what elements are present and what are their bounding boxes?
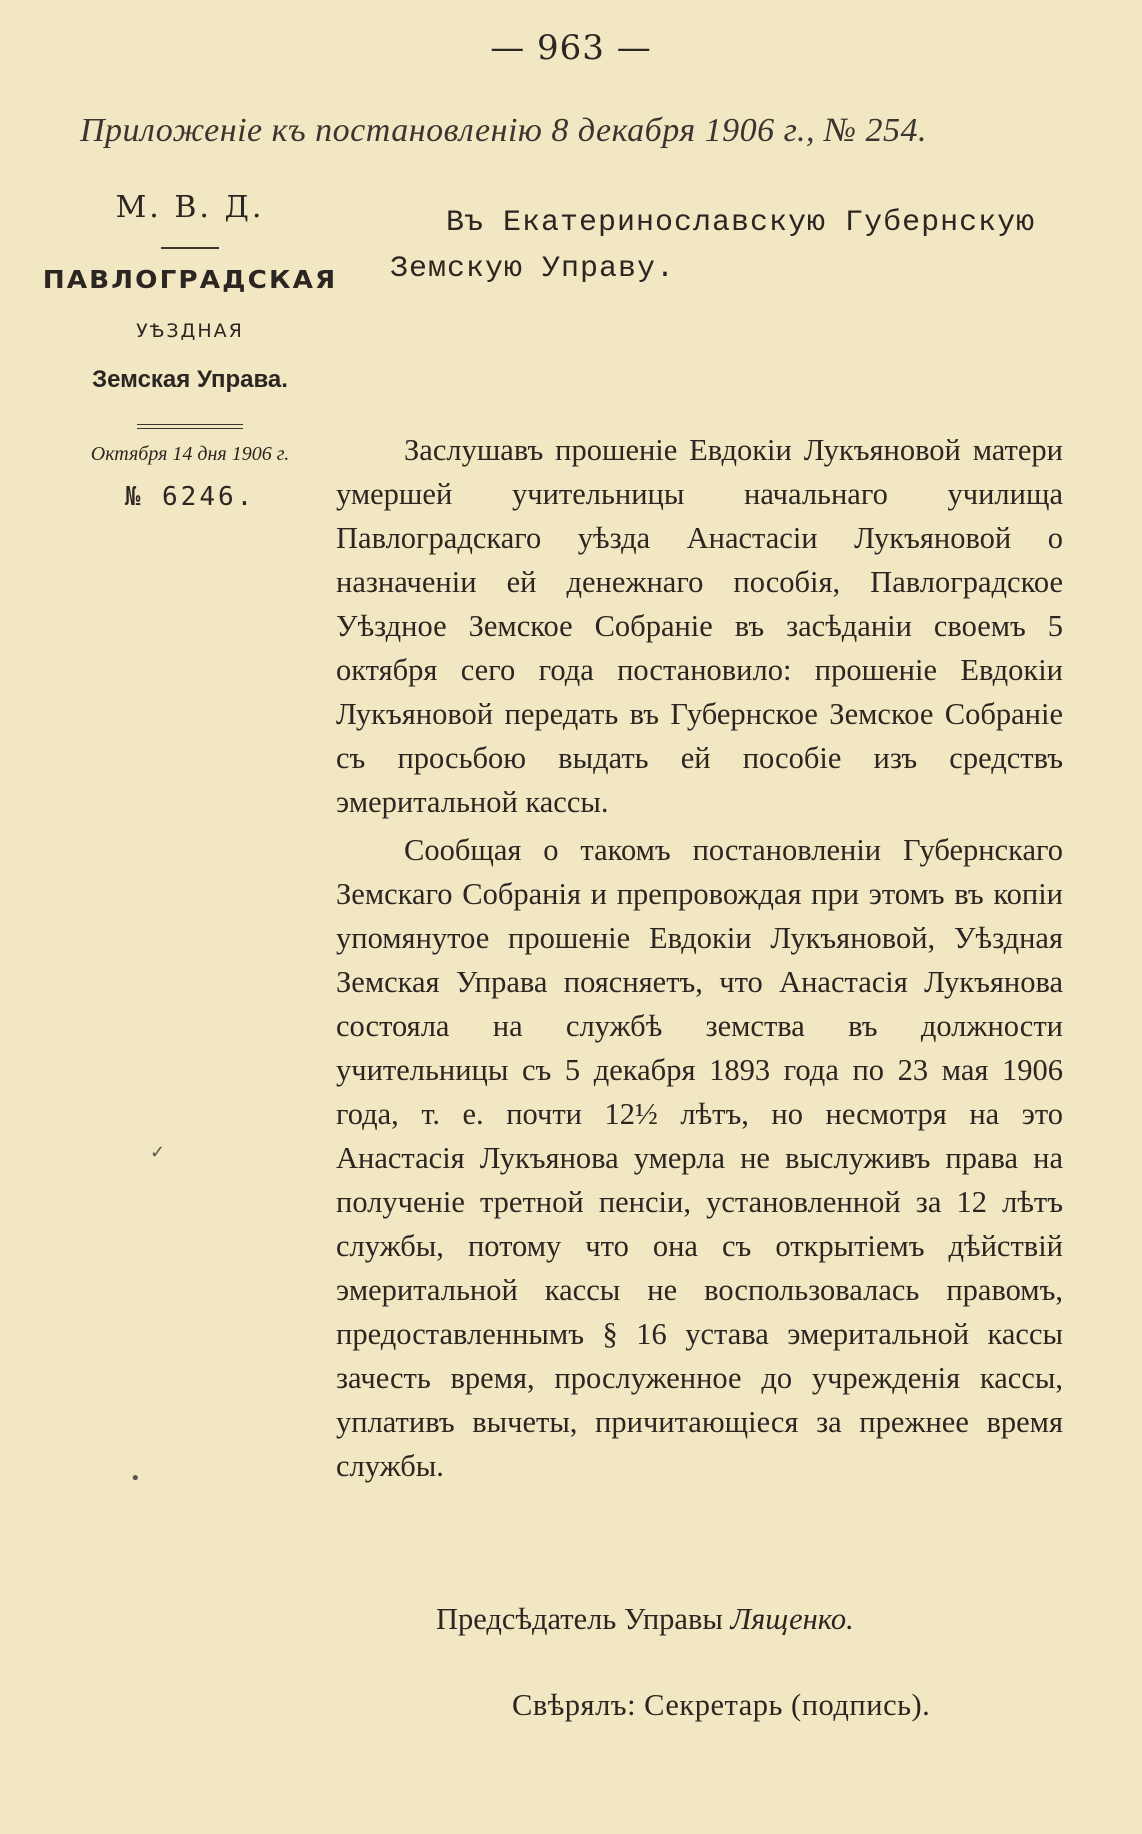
double-divider [137,424,243,429]
margin-tick-mark: ✓ [150,1142,166,1163]
body-paragraph-1: Заслушавъ прошеніе Евдокіи Лукъяновой матери умершей учительницы начальнаго училища Павлоградскаго уѣзда Анастасіи Лукъяновой о назначеніи ей денежнаго пособія, Павлоградское Уѣздное Земское Собраніе въ засѣданіи своемъ 5 октября сего года постановило: прошеніе Евдокіи Лукъяновой передать въ Губернское Земское Собраніе съ просьбою выдать ей пособіе изъ средствъ эмеритальной кассы. [336,433,1063,819]
org-type: УѢЗДНАЯ [136,320,244,342]
signature-line [436,1602,854,1637]
sender-block [40,182,340,512]
signature-title: Предсѣдатель Управы [436,1602,723,1636]
body-paragraph-2: Сообщая о такомъ постановленіи Губернскаго Земскаго Собранія и препровождая при этомъ въ копіи упомянутое прошеніе Евдокіи Лукъяновой, Уѣздная Земская Управа поясняетъ, что Анастасія Лукъянова состояла на службѣ земства въ должности учительницы съ 5 декабря 1893 года по 23 мая 1906 года, т. е. почти 12½ лѣтъ, но несмотря на это Анастасія Лукъянова умерла не выслуживъ права на полученіе третной пенсіи, установленной за 12 лѣтъ службы, потому что она съ открытіемъ дѣйствій эмеритальной кассы не воспользовалась правомъ, предоставленнымъ § 16 устава эмеритальной кассы зачесть время, прослуженное до учрежденія кассы, уплативъ вычеты, причитающіеся за прежнее время службы. [336,833,1063,1483]
margin-dot-mark: • [130,1468,141,1489]
ministry-abbrev: М. В. Д. [115,190,265,225]
verification-line: Свѣрялъ: Секретарь (подпись). [512,1688,931,1722]
org-name: ПАВЛОГРАДСКАЯ [42,265,338,294]
divider [161,247,219,249]
appendix-note: Приложеніе къ постановленію 8 декабря 1906 г., № 254. [80,112,927,149]
addressee-line-1: Въ Екатеринославскую Губернскую [446,206,1036,240]
letter-body [336,428,1063,1488]
org-kind: Земская Управа. [92,366,288,393]
page-number: — 963 — [490,28,652,68]
addressee-line-2: Земскую Управу. [390,252,676,286]
letter-number: № 6246. [124,482,256,512]
addressee [390,200,1090,292]
signature-name: Лященко. [730,1602,854,1636]
letter-date: Октября 14 дня 1906 г. [90,443,290,465]
